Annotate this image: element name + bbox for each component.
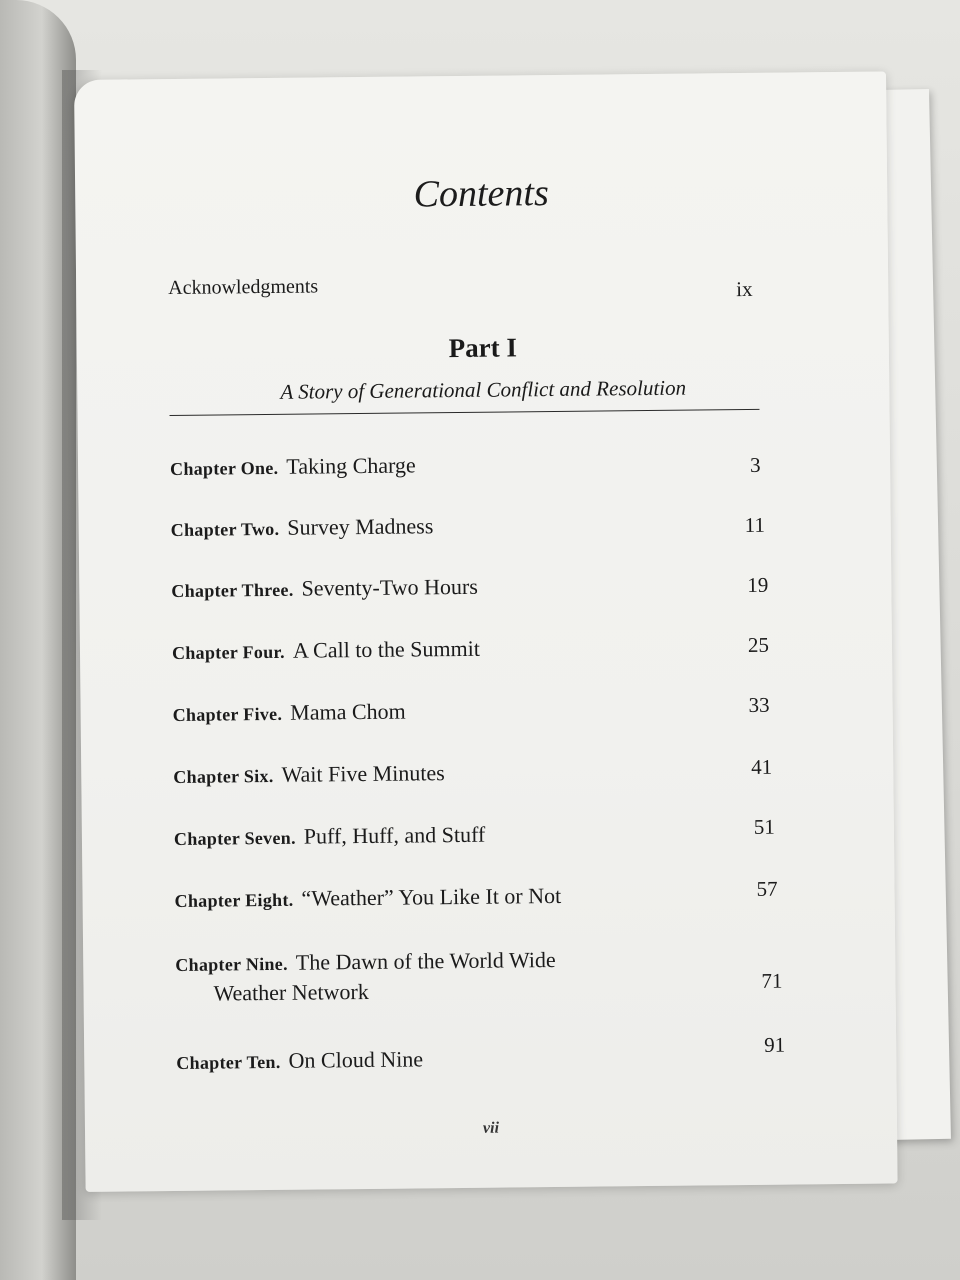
toc-entry-chapter-ten[interactable]: [176, 1046, 423, 1075]
chapter-label: Chapter Five.: [172, 703, 283, 726]
chapter-title: Taking Charge: [286, 452, 416, 479]
chapter-label: Chapter Three.: [171, 579, 294, 602]
toc-entry-chapter-seven[interactable]: [174, 822, 486, 851]
chapter-title: The Dawn of the World Wide: [295, 947, 556, 975]
toc-entry-chapter-nine[interactable]: [175, 947, 556, 1007]
toc-page-number: 41: [751, 754, 773, 779]
page-title: Contents: [413, 172, 549, 216]
toc-page-number: 25: [747, 632, 770, 657]
chapter-title: Wait Five Minutes: [281, 760, 445, 787]
chapter-label: Chapter Two.: [170, 518, 280, 541]
toc-page-number: 91: [764, 1032, 786, 1057]
chapter-title: Mama Chom: [290, 698, 406, 725]
toc-page-number: 19: [747, 572, 769, 597]
chapter-title: Seventy-Two Hours: [301, 573, 478, 601]
section-divider: [170, 409, 760, 416]
contents-page: [74, 71, 898, 1191]
toc-entry-chapter-six[interactable]: [173, 760, 445, 789]
toc-page-number: 11: [744, 512, 766, 538]
chapter-title: “Weather” You Like It or Not: [301, 882, 562, 911]
chapter-label: Chapter Ten.: [176, 1051, 281, 1073]
chapter-title: On Cloud Nine: [288, 1046, 424, 1073]
toc-page-number: 71: [761, 968, 783, 993]
toc-entry-chapter-four[interactable]: [172, 636, 480, 665]
chapter-title: Survey Madness: [287, 513, 434, 540]
toc-entry-chapter-eight[interactable]: [174, 883, 561, 913]
chapter-label: Chapter Seven.: [173, 827, 296, 849]
toc-page-number: ix: [736, 276, 753, 302]
toc-page-number: 57: [756, 876, 778, 901]
chapter-title-continued: Weather Network: [213, 978, 369, 1006]
part-heading: Part I: [448, 332, 518, 364]
chapter-label: Chapter Nine.: [175, 953, 288, 975]
toc-entry-acknowledgments[interactable]: [168, 275, 318, 300]
chapter-label: Chapter Eight.: [174, 889, 294, 911]
page-folio: vii: [482, 1119, 500, 1137]
toc-page-number: 33: [748, 692, 770, 717]
chapter-label: Chapter One.: [169, 457, 279, 480]
toc-entry-chapter-one[interactable]: [170, 452, 416, 481]
chapter-title: A Call to the Summit: [292, 635, 481, 663]
part-subtitle: A Story of Generational Conflict and Resolution: [280, 375, 687, 404]
toc-entry-chapter-three[interactable]: [171, 574, 478, 603]
chapter-label: Chapter Four.: [171, 641, 286, 664]
toc-entry-label: Acknowledgments: [168, 275, 319, 300]
toc-page-number: 51: [753, 814, 775, 839]
chapter-label: Chapter Six.: [173, 765, 274, 787]
chapter-title: Puff, Huff, and Stuff: [303, 821, 486, 849]
toc-page-number: 3: [749, 452, 761, 477]
toc-entry-chapter-five[interactable]: [173, 699, 406, 727]
toc-entry-chapter-two[interactable]: [171, 513, 434, 542]
